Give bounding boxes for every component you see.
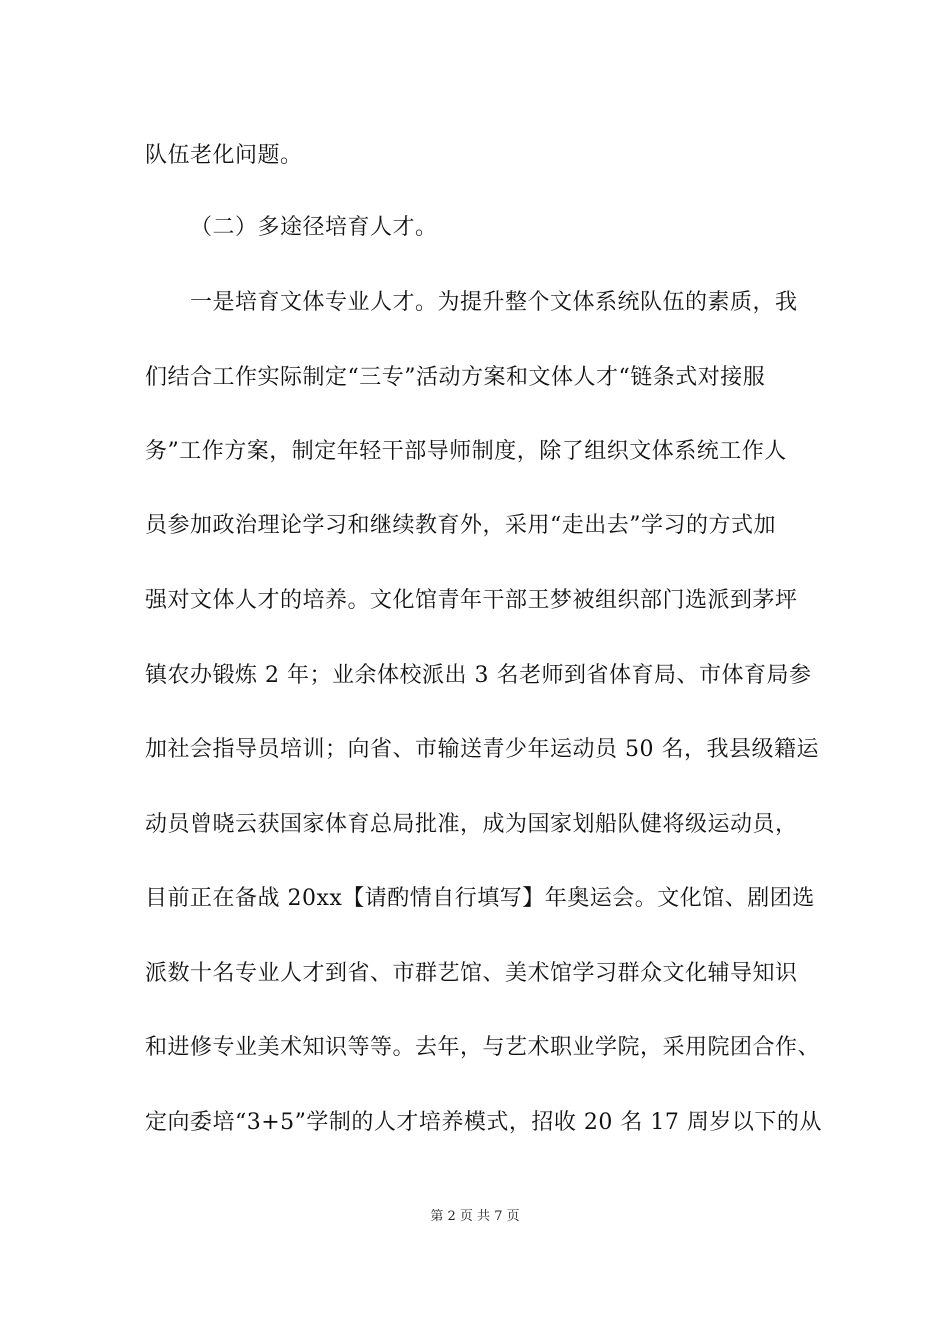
paragraph-line: 动员曾晓云获国家体育总局批准，成为国家划船队健将级运动员， (145, 812, 798, 837)
paragraph-line: 加社会指导员培训；向省、市输送青少年运动员 50 名，我县级籍运 (145, 737, 819, 762)
section-heading: （二）多途径培育人才。 (190, 215, 438, 240)
paragraph-line: 务”工作方案，制定年轻干部导师制度，除了组织文体系统工作人 (145, 439, 787, 464)
paragraph-line: 一是培育文体专业人才。为提升整个文体系统队伍的素质，我 (190, 290, 798, 315)
paragraph-line: 镇农办锻炼 2 年；业余体校派出 3 名老师到省体育局、市体育局参 (145, 663, 812, 688)
paragraph-line: 队伍老化问题。 (145, 143, 303, 168)
paragraph-line: 强对文体人才的培养。文化馆青年干部王梦被组织部门选派到茅坪 (145, 588, 798, 613)
paragraph-line: 定向委培“3+5”学制的人才培养模式，招收 20 名 17 周岁以下的从 (145, 1110, 822, 1135)
page-number-footer: 第 2 页 共 7 页 (430, 1209, 520, 1224)
paragraph-line: 目前正在备战 20xx【请酌情自行填写】年奥运会。文化馆、剧团选 (145, 886, 815, 911)
paragraph-line: 员参加政治理论学习和继续教育外，采用“走出去”学习的方式加 (145, 513, 776, 538)
paragraph-line: 派数十名专业人才到省、市群艺馆、美术馆学习群众文化辅导知识 (145, 961, 798, 986)
paragraph-line: 们结合工作实际制定“三专”活动方案和文体人才“链条式对接服 (145, 365, 766, 390)
paragraph-line: 和进修专业美术知识等等。去年，与艺术职业学院，采用院团合作、 (145, 1035, 821, 1060)
